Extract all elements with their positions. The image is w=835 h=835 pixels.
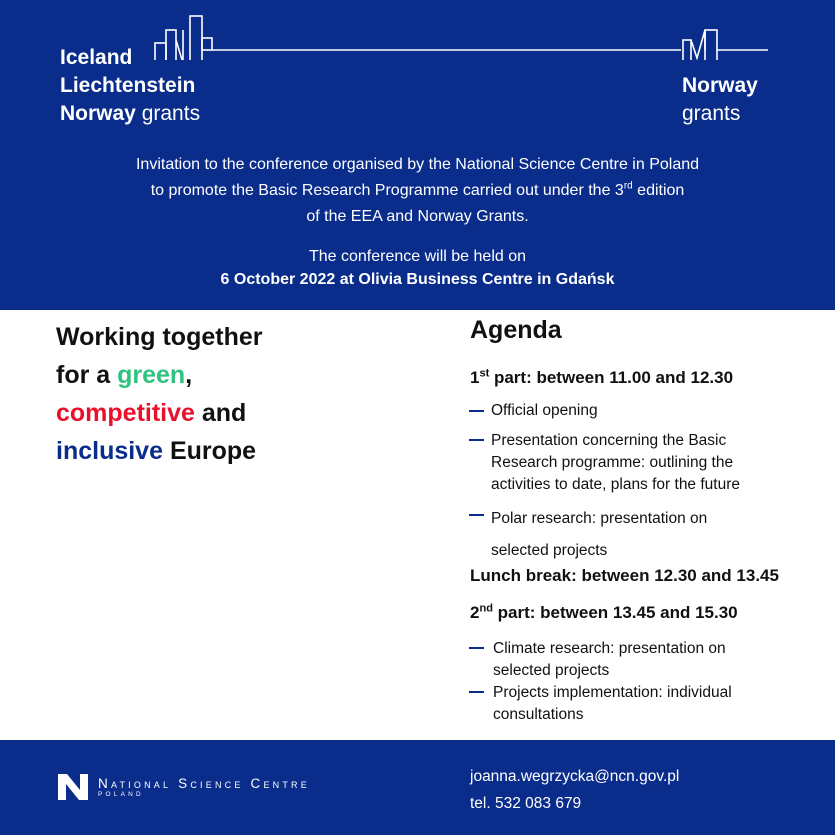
norway-grants-logo — [682, 72, 758, 128]
ncn-logo-icon — [58, 772, 88, 802]
invitation-line-2b: edition — [632, 182, 685, 199]
invitation-text — [40, 152, 795, 230]
logo-norway: Norway — [60, 102, 136, 125]
part-1-heading — [470, 368, 733, 388]
held-intro: The conference will be held on — [308, 248, 527, 265]
logo-iceland: Iceland — [60, 46, 133, 69]
agenda-item-line: consultations — [493, 706, 584, 723]
contact-info — [470, 763, 679, 817]
agenda-item-line: selected projects — [491, 542, 608, 559]
date-and-venue: 6 October 2022 at Olivia Business Centre in Gdańsk — [220, 271, 615, 288]
slogan-competitive: competitive — [56, 399, 195, 427]
slogan-europe: Europe — [163, 437, 257, 465]
logo-right-grants: grants — [682, 102, 741, 125]
logo-grants: grants — [141, 102, 201, 125]
slogan-line-1: Working together — [56, 323, 263, 351]
agenda-item — [491, 503, 707, 567]
agenda-item-line: Official opening — [491, 402, 598, 419]
lunch-break: Lunch break: between 12.30 and 13.45 — [470, 566, 779, 585]
bullet-dash — [469, 514, 484, 516]
agenda-item-line: Projects implementation: individual — [493, 684, 732, 701]
part-2-heading — [470, 603, 738, 623]
agenda-item-line: activities to date, plans for the future — [491, 476, 740, 493]
logo-norway-grants — [60, 100, 200, 128]
logo-right-norway: Norway — [682, 74, 758, 97]
bullet-dash — [469, 647, 484, 649]
agenda-item-line: Climate research: presentation on — [493, 640, 726, 657]
part-1-sup: st — [479, 367, 490, 380]
invitation-line-3: of the EEA and Norway Grants. — [306, 208, 529, 225]
eea-grants-logo — [60, 44, 200, 128]
slogan-and: and — [194, 399, 247, 427]
invitation-sup: rd — [623, 180, 633, 192]
part-2-text: part: between 13.45 and 15.30 — [492, 603, 738, 622]
agenda-item — [493, 682, 732, 726]
invitation-line-2 — [40, 178, 795, 204]
bullet-dash — [469, 410, 484, 412]
slogan-line-3 — [56, 394, 262, 432]
slogan — [56, 318, 262, 470]
slogan-comma: , — [185, 361, 193, 389]
invitation-line-1: Invitation to the conference organised by the National Science Centre in Poland — [135, 156, 700, 173]
agenda-item-line: selected projects — [493, 662, 610, 679]
bullet-dash — [469, 691, 484, 693]
part-2-number: 2 — [470, 603, 480, 622]
agenda-item — [493, 638, 726, 682]
slogan-line-4 — [56, 432, 262, 470]
ncn-country: POLAND — [98, 791, 144, 798]
part-1-text: part: between 11.00 and 12.30 — [489, 368, 734, 387]
slogan-for-a: for a — [56, 361, 118, 389]
agenda-item-line: Polar research: presentation on — [491, 510, 708, 527]
conference-date — [40, 245, 795, 291]
part-2-sup: nd — [479, 602, 493, 615]
bullet-dash — [469, 439, 484, 441]
slogan-green: green — [117, 361, 186, 389]
agenda-item-line: Research programme: outlining the — [491, 454, 734, 471]
invitation-line-2a: to promote the Basic Research Programme carried out under the 3 — [150, 182, 624, 199]
slogan-line-2 — [56, 356, 262, 394]
agenda-item — [491, 400, 598, 422]
agenda-title: Agenda — [470, 316, 562, 344]
contact-email[interactable]: joanna.wegrzycka@ncn.gov.pl — [470, 768, 680, 785]
part-1-number: 1 — [470, 368, 480, 387]
logo-liechtenstein: Liechtenstein — [60, 74, 196, 97]
ncn-name: National Science Centre — [98, 776, 310, 791]
agenda-item — [491, 430, 740, 496]
slogan-inclusive: inclusive — [56, 437, 163, 465]
agenda-item-line: Presentation concerning the Basic — [491, 432, 727, 449]
contact-phone: tel. 532 083 679 — [470, 795, 582, 812]
